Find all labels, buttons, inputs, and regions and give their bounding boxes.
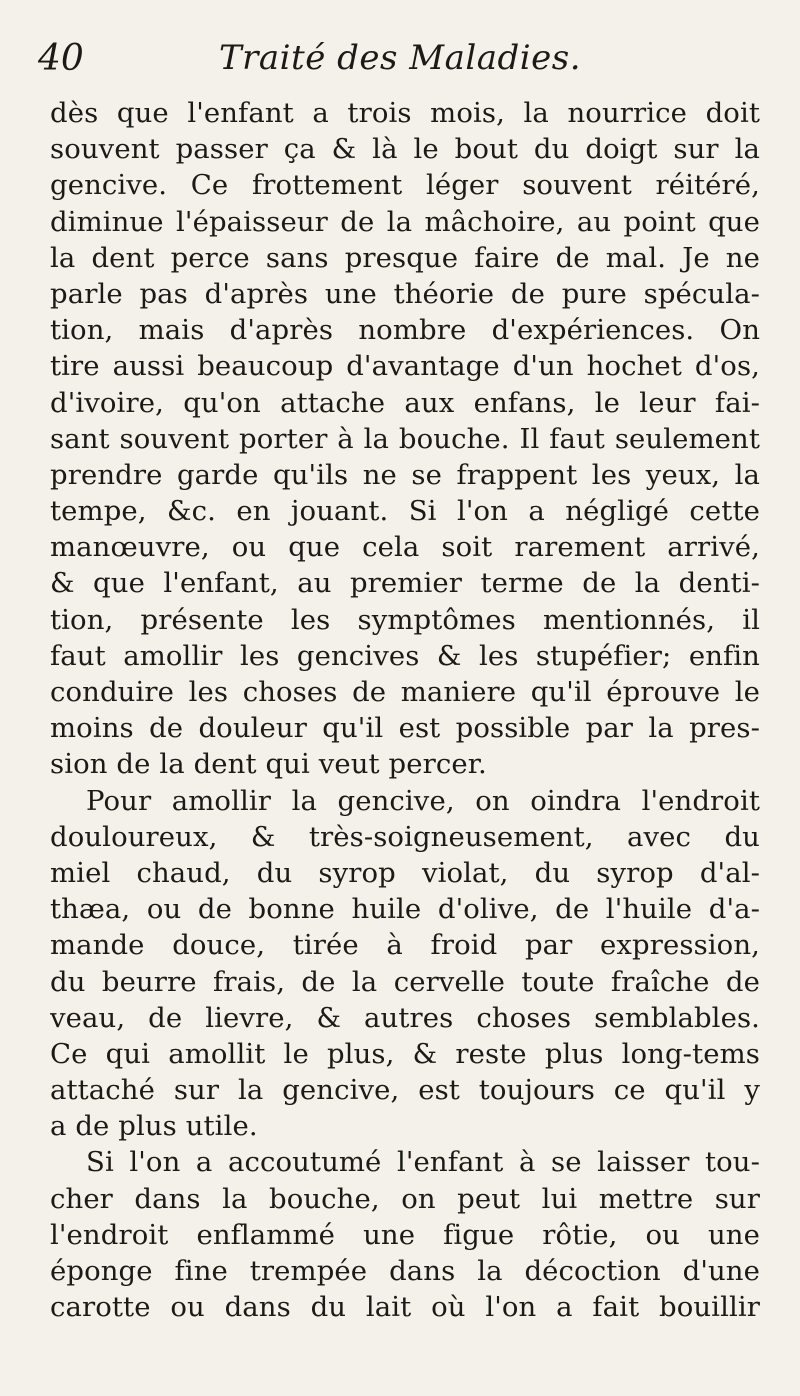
page-number: 40 xyxy=(38,38,84,79)
text-line: douloureux, & très-soigneusement, avec du xyxy=(50,820,760,853)
text-line: thæa, ou de bonne huile d'olive, de l'huile d'a- xyxy=(50,893,760,926)
text-line: conduire les choses de maniere qu'il éprouve le xyxy=(50,676,760,708)
text-line: prendre garde qu'ils ne se frappent les yeux, la xyxy=(50,458,760,491)
text-line: souvent passer ça & là le bout du doigt sur la xyxy=(50,133,760,166)
text-line: miel chaud, du syrop violat, du syrop d'al- xyxy=(50,856,760,889)
text-line: tempe, &c. en jouant. Si l'on a négligé cette xyxy=(50,495,760,528)
text-line: mande douce, tirée à froid par expression, xyxy=(50,929,760,962)
text-line: parle pas d'après une théorie de pure spécula- xyxy=(50,277,760,310)
text-line: sion de la dent qui veut percer. xyxy=(50,748,487,781)
text-line: Pour amollir la gencive, on oindra l'endroit xyxy=(86,784,760,817)
text-line: d'ivoire, qu'on attache aux enfans, le leur fai- xyxy=(50,386,760,419)
text-line: sant souvent porter à la bouche. Il faut seulement xyxy=(50,422,760,455)
paragraph-1 xyxy=(50,95,760,783)
text-line: cher dans la bouche, on peut lui mettre sur xyxy=(50,1182,760,1215)
text-line: tion, présente les symptômes mentionnés, il xyxy=(50,603,760,636)
text-line: dès que l'enfant a trois mois, la nourrice doit xyxy=(50,97,760,129)
text-line: éponge fine trempée dans la décoction d'une xyxy=(50,1255,760,1287)
text-line: carotte ou dans du lait où l'on a fait bouillir xyxy=(50,1291,760,1324)
paragraph-2 xyxy=(50,783,760,1145)
text-line: veau, de lievre, & autres choses semblables. xyxy=(50,1001,760,1034)
text-line: tion, mais d'après nombre d'expériences. On xyxy=(50,314,760,347)
text-line: diminue l'épaisseur de la mâchoire, au point que xyxy=(50,205,760,238)
text-line: Si l'on a accoutumé l'enfant à se laisser tou- xyxy=(86,1146,760,1179)
text-line: tire aussi beaucoup d'avantage d'un hochet d'os, xyxy=(50,350,760,383)
text-line: & que l'enfant, au premier terme de la denti- xyxy=(50,567,760,600)
page-body xyxy=(50,95,760,1325)
text-line: l'endroit enflammé une figue rôtie, ou une xyxy=(50,1218,760,1251)
page-header xyxy=(38,38,762,86)
running-title: Traité des Maladies. xyxy=(218,38,582,78)
text-line: a de plus utile. xyxy=(50,1110,258,1143)
text-line: du beurre frais, de la cervelle toute fraîche de xyxy=(50,965,760,998)
text-line: manœuvre, ou que cela soit rarement arrivé, xyxy=(50,531,760,564)
text-line: gencive. Ce frottement léger souvent réitéré, xyxy=(50,169,760,202)
text-line: la dent perce sans presque faire de mal. Je ne xyxy=(50,241,760,274)
text-line: attaché sur la gencive, est toujours ce qu'il y xyxy=(50,1074,760,1107)
text-line: faut amollir les gencives & les stupéfier; enfin xyxy=(50,639,760,672)
text-line: moins de douleur qu'il est possible par la pres- xyxy=(50,712,760,745)
text-line: Ce qui amollit le plus, & reste plus long-tems xyxy=(50,1037,760,1070)
paragraph-3 xyxy=(50,1144,760,1325)
